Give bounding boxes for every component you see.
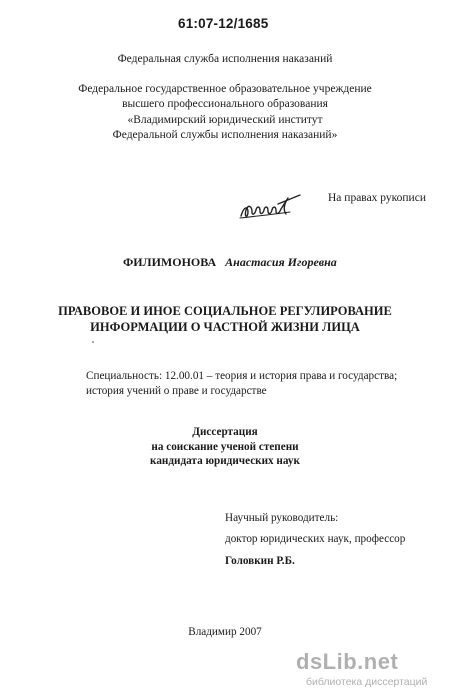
author-surname: ФИЛИМОНОВА	[123, 255, 217, 269]
catalog-number: 61:07-12/1685	[178, 16, 269, 31]
city-year: Владимир 2007	[188, 626, 262, 638]
handwritten-signature	[238, 192, 304, 222]
thesis-line: Диссертация	[192, 426, 258, 438]
institution-line: «Владимирский юридический институт	[127, 113, 323, 126]
supervisor-block	[225, 508, 405, 572]
thesis-block	[0, 425, 450, 469]
author-given-name: Анастасия Игоревна	[225, 255, 337, 269]
manuscript-rights-note: На правах рукописи	[328, 192, 426, 204]
thesis-line: кандидата юридических наук	[150, 455, 300, 468]
dissertation-title	[0, 303, 450, 336]
title-line: ИНФОРМАЦИИ О ЧАСТНОЙ ЖИЗНИ ЛИЦА	[90, 320, 360, 335]
dslib-watermark	[296, 648, 444, 692]
institution-block	[0, 82, 450, 143]
watermark-subtitle: библиотека диссертаций	[306, 676, 428, 688]
supervisor-degree: доктор юридических наук, профессор	[225, 533, 406, 546]
specialty-line: история учений о праве и государстве	[86, 384, 267, 397]
institution-line: Федеральной службы исполнения наказаний»	[112, 128, 338, 141]
title-line: ПРАВОВОЕ И ИНОЕ СОЦИАЛЬНОЕ РЕГУЛИРОВАНИЕ	[58, 304, 392, 318]
scan-speck	[92, 341, 94, 343]
specialty-line: Специальность: 12.00.01 – теория и история права и государства;	[86, 370, 398, 382]
institution-line: высшего профессионального образования	[122, 98, 328, 111]
watermark-logo: dsLib.net	[296, 649, 399, 674]
specialty-block	[86, 369, 397, 398]
author-name	[123, 255, 337, 270]
service-name: Федеральная служба исполнения наказаний	[117, 53, 333, 65]
supervisor-label: Научный руководитель:	[225, 512, 339, 524]
institution-line: Федеральное государственное образовательное учреждение	[78, 83, 372, 95]
thesis-line: на соискание ученой степени	[151, 440, 299, 453]
supervisor-name: Головкин Р.Б.	[225, 554, 295, 567]
